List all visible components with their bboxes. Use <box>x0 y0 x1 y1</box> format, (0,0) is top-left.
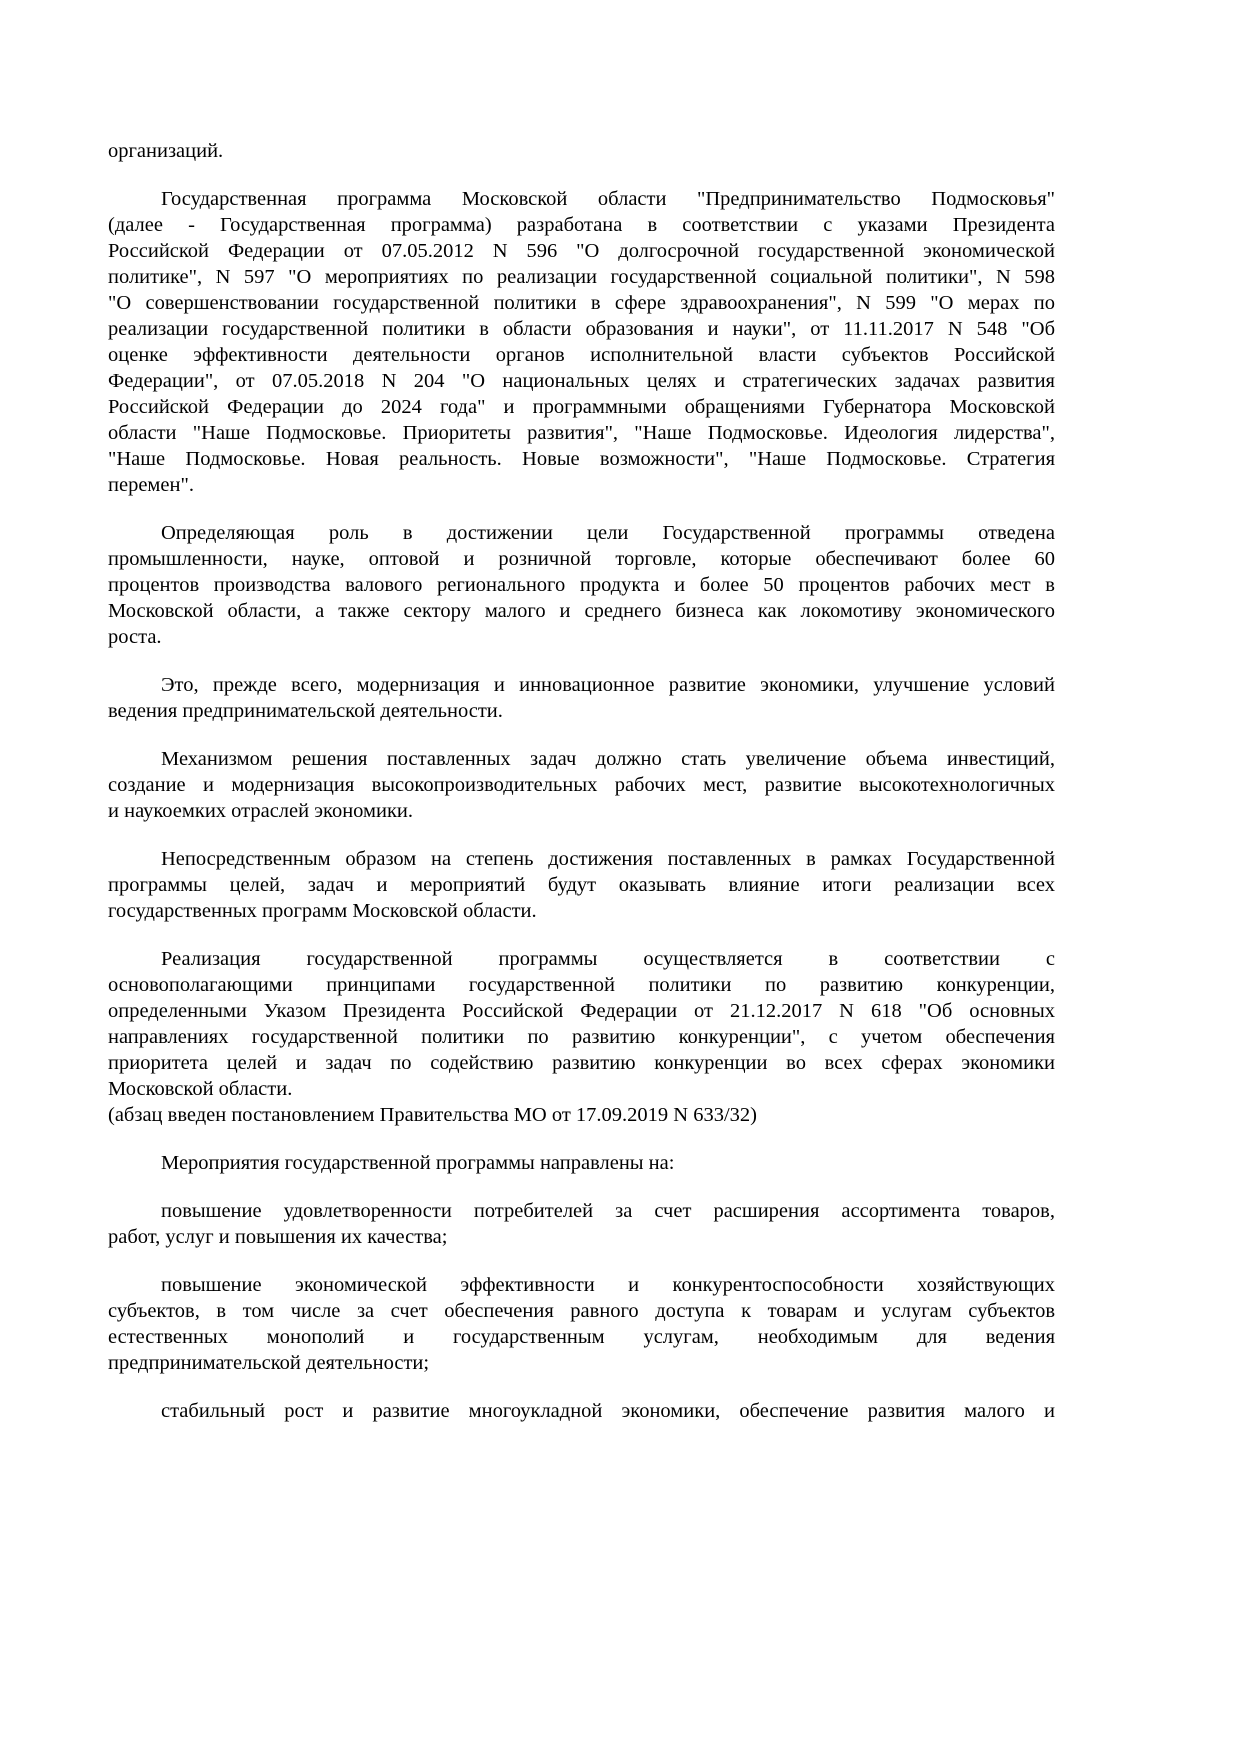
text-line: приоритета целей и задач по содействию развитию конкуренции во всех сферах экономики <box>108 1052 1055 1074</box>
text-line: работ, услуг и повышения их качества; <box>108 1226 448 1248</box>
text-line: роста. <box>108 626 162 648</box>
text-line: и наукоемких отраслей экономики. <box>108 800 414 822</box>
text-line: области "Наше Подмосковье. Приоритеты развития", "Наше Подмосковье. Идеология лидерства", <box>108 422 1055 444</box>
text-line: процентов производства валового регионального продукта и более 50 процентов рабочих мест в <box>108 574 1055 596</box>
text-line: Непосредственным образом на степень достижения поставленных в рамках Государственной <box>161 848 1055 870</box>
text-line: Федерации", от 07.05.2018 N 204 "О национальных целях и стратегических задачах развития <box>108 370 1055 392</box>
paragraph <box>108 846 1055 924</box>
text-line: Реализация государственной программы осуществляется в соответствии с <box>161 948 1055 970</box>
text-line: "О совершенствовании государственной политики в сфере здравоохранения", N 599 "О мерах по <box>108 292 1055 314</box>
text-line: основополагающими принципами государственной политики по развитию конкуренции, <box>108 974 1055 996</box>
paragraph <box>108 1398 1055 1424</box>
text-line: Московской области. <box>108 1078 293 1100</box>
paragraph <box>108 1102 1055 1128</box>
text-line: Российской Федерации от 07.05.2012 N 596 "О долгосрочной государственной экономической <box>108 240 1055 262</box>
text-line: направлениях государственной политики по развитию конкуренции", с учетом обеспечения <box>108 1026 1055 1048</box>
text-line: Российской Федерации до 2024 года" и программными обращениями Губернатора Московской <box>108 396 1055 418</box>
text-line: повышение удовлетворенности потребителей за счет расширения ассортимента товаров, <box>161 1200 1055 1222</box>
text-line: государственных программ Московской области. <box>108 900 537 922</box>
text-line: стабильный рост и развитие многоукладной экономики, обеспечение развития малого и <box>161 1400 1055 1422</box>
text-line: Московской области, а также сектору малого и среднего бизнеса как локомотиву экономического <box>108 600 1055 622</box>
text-line: Государственная программа Московской области "Предпринимательство Подмосковья" <box>161 188 1055 210</box>
text-line: Это, прежде всего, модернизация и инновационное развитие экономики, улучшение условий <box>161 674 1055 696</box>
text-line: оценке эффективности деятельности органов исполнительной власти субъектов Российской <box>108 344 1055 366</box>
text-line: Мероприятия государственной программы направлены на: <box>161 1152 675 1174</box>
text-line: повышение экономической эффективности и конкурентоспособности хозяйствующих <box>161 1274 1055 1296</box>
text-line: (далее - Государственная программа) разработана в соответствии с указами Президента <box>108 214 1055 236</box>
text-line: естественных монополий и государственным услугам, необходимым для ведения <box>108 1326 1055 1348</box>
paragraph <box>108 520 1055 650</box>
paragraph <box>108 186 1055 498</box>
text-line: промышленности, науке, оптовой и розничной торговле, которые обеспечивают более 60 <box>108 548 1055 570</box>
paragraph <box>108 672 1055 724</box>
text-line: субъектов, в том числе за счет обеспечения равного доступа к товарам и услугам субъектов <box>108 1300 1055 1322</box>
text-line: определенными Указом Президента Российской Федерации от 21.12.2017 N 618 "Об основных <box>108 1000 1055 1022</box>
text-line: организаций. <box>108 140 224 162</box>
paragraph <box>108 1272 1055 1376</box>
text-line: (абзац введен постановлением Правительства МО от 17.09.2019 N 633/32) <box>108 1104 758 1126</box>
paragraph <box>108 1198 1055 1250</box>
text-line: ведения предпринимательской деятельности. <box>108 700 503 722</box>
paragraph <box>108 138 1055 164</box>
paragraph <box>108 746 1055 824</box>
text-line: создание и модернизация высокопроизводительных рабочих мест, развитие высокотехнологичных <box>108 774 1055 796</box>
paragraph <box>108 1150 1055 1176</box>
document-page <box>108 138 1055 1446</box>
text-line: политике", N 597 "О мероприятиях по реализации государственной социальной политики", N 598 <box>108 266 1055 288</box>
text-line: "Наше Подмосковье. Новая реальность. Новые возможности", "Наше Подмосковье. Стратегия <box>108 448 1055 470</box>
text-line: реализации государственной политики в области образования и науки", от 11.11.2017 N 548 "Об <box>108 318 1055 340</box>
text-line: перемен". <box>108 474 194 496</box>
text-line: Механизмом решения поставленных задач должно стать увеличение объема инвестиций, <box>161 748 1055 770</box>
text-line: предпринимательской деятельности; <box>108 1352 430 1374</box>
text-line: программы целей, задач и мероприятий будут оказывать влияние итоги реализации всех <box>108 874 1055 896</box>
paragraph <box>108 946 1055 1102</box>
text-line: Определяющая роль в достижении цели Государственной программы отведена <box>161 522 1055 544</box>
